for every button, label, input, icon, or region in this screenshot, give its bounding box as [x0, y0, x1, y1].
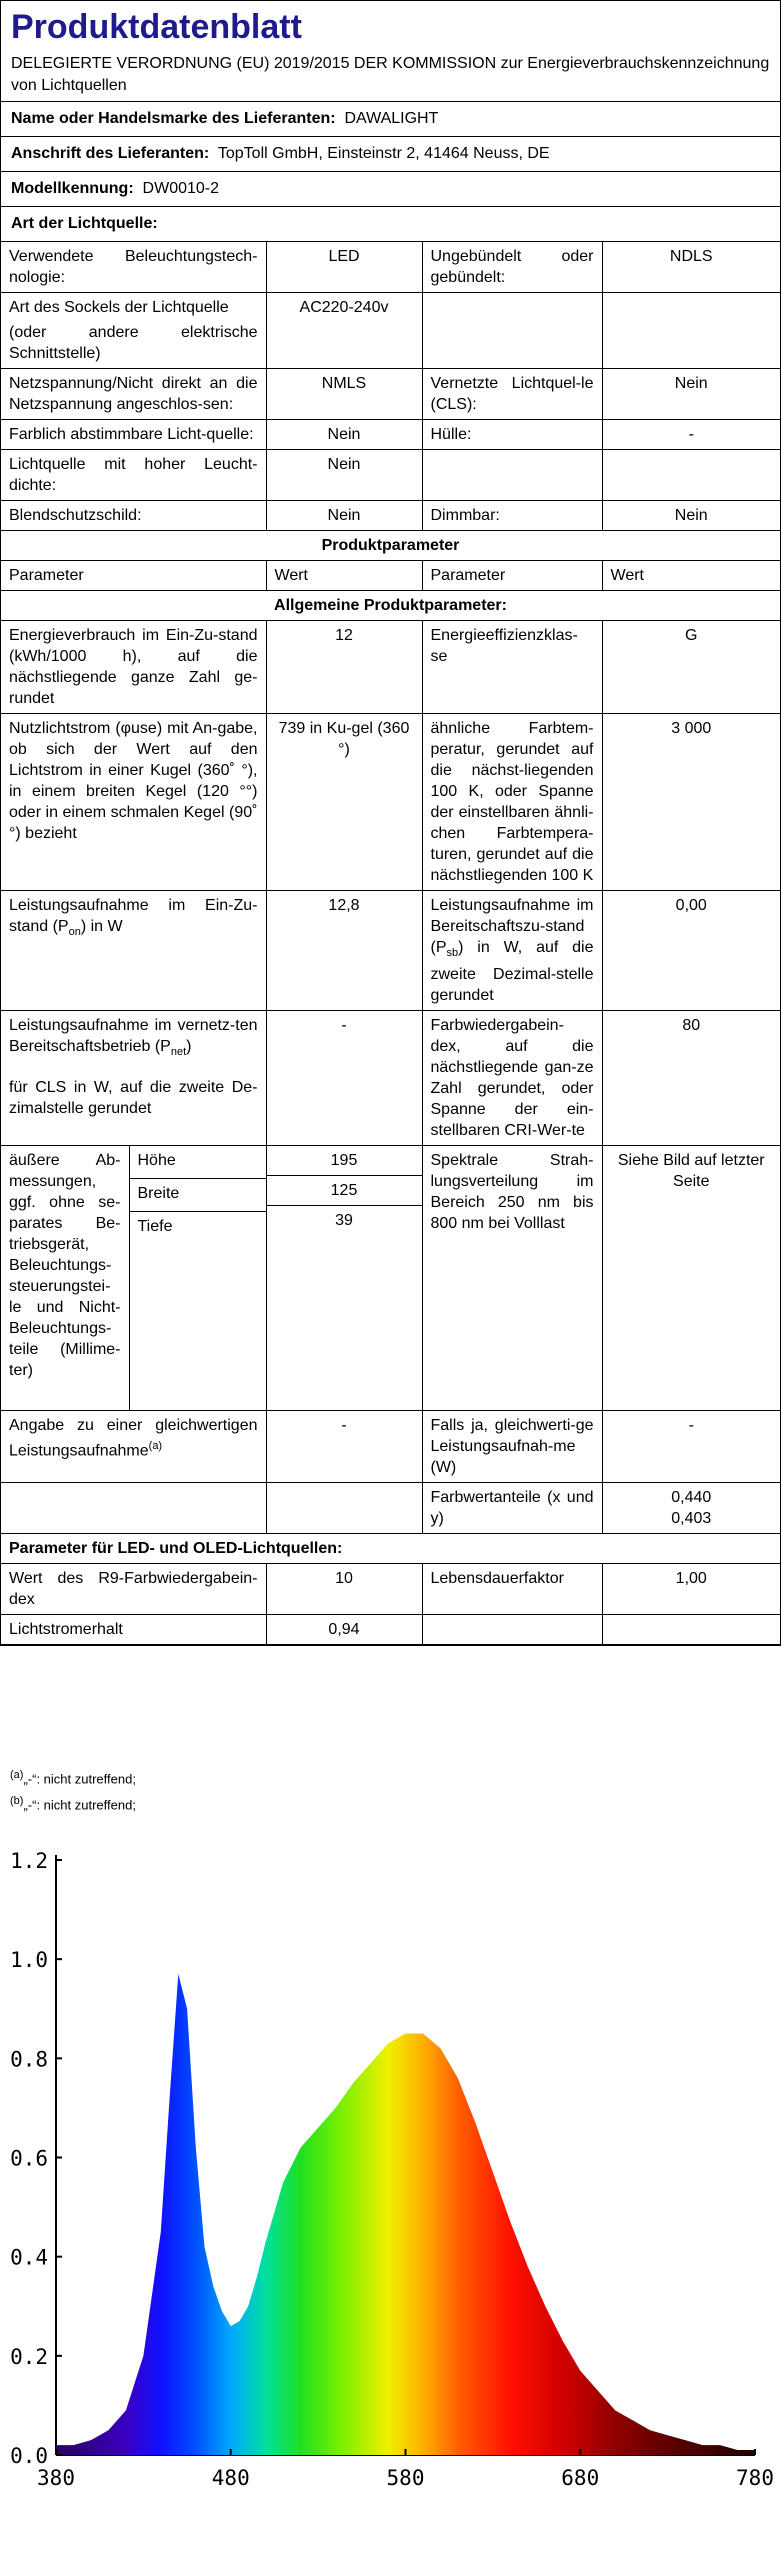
cell-label: Verwendete Beleuchtungstech-nologie: [1, 242, 266, 293]
page-title: Produktdatenblatt [11, 8, 302, 46]
footnote-mark: (b) [10, 1795, 24, 1808]
chromaticity-y: 0,403 [671, 1510, 712, 1528]
model-label: Modellkennung: [11, 180, 134, 197]
cell-empty [422, 1615, 602, 1645]
supplier-name-label: Name oder Handelsmarke des Lieferanten: [11, 110, 336, 127]
general-params-title: Allgemeine Produktparameter: [1, 591, 780, 621]
cell-value [602, 1483, 780, 1534]
col-param-header: Parameter [422, 561, 602, 591]
cell-value: Nein [602, 369, 780, 420]
cell-value: Nein [266, 420, 422, 450]
cell-value: AC220-240v [266, 293, 422, 369]
table-header-row [1, 561, 780, 591]
text-part: Leistungsaufnahme im vernetz-ten Bereitschaftsbetrieb (P [9, 1017, 258, 1056]
socket-label-note: (oder andere elektrische Schnittstelle) [9, 324, 258, 362]
subscript: on [68, 926, 81, 939]
width-value: 125 [267, 1176, 422, 1206]
cell-value: 12 [266, 621, 422, 714]
cell-value: 80 [602, 1011, 780, 1146]
table-row [1, 242, 780, 293]
cell-empty [1, 1483, 266, 1534]
cell-label [1, 1411, 266, 1483]
cell-label: Falls ja, gleichwerti-ge Leistungsaufnah-me (W) [422, 1411, 602, 1483]
cell-value: - [602, 420, 780, 450]
header [1, 1, 780, 102]
footnote-text: „-“: nicht zutreffend; [23, 1771, 136, 1787]
cell-label: Netzspannung/Nicht direkt an die Netzspannung angeschlos-sen: [1, 369, 266, 420]
x-tick-label: 380 [37, 2466, 75, 2490]
text-part: Leistungsaufnahme im Bereitschaftszu-stand (P [430, 897, 594, 956]
cell-value: Siehe Bild auf letzter Seite [602, 1146, 780, 1411]
width-label: Breite [129, 1179, 266, 1212]
cell-empty [602, 450, 780, 501]
supplier-address-row [1, 137, 780, 172]
cell-value: NMLS [266, 369, 422, 420]
y-tick-label: 1.0 [10, 1948, 48, 1973]
footnote-a [0, 1762, 783, 1792]
cell-label [1, 293, 266, 369]
cell-value: NDLS [602, 242, 780, 293]
x-tick-label: 580 [386, 2466, 425, 2490]
cell-label: Lichtstromerhalt [1, 1615, 266, 1645]
spectrum-area [56, 1974, 755, 2455]
y-tick-label: 0.8 [10, 2047, 48, 2072]
dimensions-values-cell [266, 1146, 422, 1411]
y-tick-label: 0.0 [10, 2444, 48, 2468]
cell-label: Vernetzte Lichtquel-le (CLS): [422, 369, 602, 420]
cell-value: 0,00 [602, 891, 780, 1011]
cell-label [1, 891, 266, 1011]
cell-label: Ungebündelt oder gebündelt: [422, 242, 602, 293]
cell-empty [422, 450, 602, 501]
cell-value: 1,00 [602, 1564, 780, 1615]
supplier-name-row [1, 102, 780, 137]
cell-value: G [602, 621, 780, 714]
y-tick-label: 1.2 [10, 1849, 48, 1873]
cell-label: Spektrale Strah-lungsverteilung im Bereich 250 nm bis 800 nm bei Volllast [422, 1146, 602, 1411]
model-value: DW0010-2 [142, 180, 220, 197]
chromaticity-x: 0,440 [671, 1489, 712, 1507]
subscript: sb [446, 947, 459, 960]
supplier-address-label: Anschrift des Lieferanten: [11, 145, 210, 162]
lightsource-type-label: Art der Lichtquelle: [11, 215, 158, 232]
text-part: ) in W [80, 918, 123, 935]
lightsource-table [1, 242, 780, 1645]
dimensions-cell [1, 1146, 266, 1411]
table-row [1, 1146, 780, 1411]
cell-value: - [266, 1411, 422, 1483]
text-part: Leistungsaufnahme im Ein-Zu-stand (P [9, 897, 258, 935]
cell-value: Nein [602, 501, 780, 531]
supplier-address-value: TopToll GmbH, Einsteinstr 2, 41464 Neuss, DE [217, 145, 550, 162]
height-label: Höhe [129, 1146, 266, 1178]
cell-label: Lebensdauerfaktor [422, 1564, 602, 1615]
section-row [1, 531, 780, 561]
cell-label: Wert des R9-Farbwiedergabein-dex [1, 1564, 266, 1615]
table-row [1, 621, 780, 714]
cell-label: Farbwertanteile (x und y) [422, 1483, 602, 1534]
text-part: ) in W, auf die zweite Dezimal-stelle gerundet [430, 939, 594, 1005]
col-param-header: Parameter [1, 561, 266, 591]
cell-empty [266, 1483, 422, 1534]
table-row [1, 714, 780, 891]
cell-value: Nein [266, 450, 422, 501]
cell-empty [602, 1615, 780, 1645]
x-tick-label: 680 [561, 2466, 600, 2490]
cell-label [422, 891, 602, 1011]
table-row [1, 1615, 780, 1645]
cell-value: 3 000 [602, 714, 780, 891]
lightsource-type-row [1, 207, 780, 242]
cell-label: Nutzlichtstrom (φuse) mit An-gabe, ob sich der Wert auf den Lichtstrom in einer Kugel (360˚ °), in einem breiten Kegel (120 °°) oder in einem schmalen Kegel (90˚ °) bezieht [1, 714, 266, 891]
supplier-name-value: DAWALIGHT [344, 110, 439, 127]
depth-label: Tiefe [137, 1218, 173, 1236]
cell-label: ähnliche Farbtem-peratur, gerundet auf die nächst-liegenden 100 K, oder Spanne der einstellbaren ähnli-chen Farbtempera-turen, gerundet auf die nächstliegenden 100 K [422, 714, 602, 891]
table-row [1, 450, 780, 501]
cell-label: Hülle: [422, 420, 602, 450]
cell-label: Farblich abstimmbare Licht-quelle: [1, 420, 266, 450]
cell-value: - [266, 1011, 422, 1146]
regulation-subtitle: DELEGIERTE VERORDNUNG (EU) 2019/2015 DER KOMMISSION zur Energieverbrauchskennzeichnung von Lichtquellen [11, 55, 770, 94]
table-row [1, 501, 780, 531]
cell-empty [422, 293, 602, 369]
section-row [1, 591, 780, 621]
table-row [1, 1411, 780, 1483]
text-part: Angabe zu einer gleichwertigen Leistungsaufnahme [9, 1417, 258, 1460]
y-tick-label: 0.2 [10, 2344, 48, 2369]
table-row [1, 293, 780, 369]
table-row [1, 1483, 780, 1534]
y-tick-label: 0.4 [10, 2245, 48, 2270]
col-value-header: Wert [602, 561, 780, 591]
table-row [1, 1564, 780, 1615]
x-tick-label: 480 [211, 2466, 250, 2490]
footnotes [0, 1762, 783, 1819]
height-value: 195 [267, 1146, 422, 1176]
cell-value: 0,94 [266, 1615, 422, 1645]
cell-value: 10 [266, 1564, 422, 1615]
text-part: ) [186, 1038, 192, 1056]
cell-label: Energieverbrauch im Ein-Zu-stand (kWh/1000 h), auf die nächstliegende ganze Zahl ge-rundet [1, 621, 266, 714]
footnote-text: „-“: nicht zutreffend; [23, 1797, 136, 1813]
cell-label: Farbwiedergabein-dex, auf die nächstliegende gan-ze Zahl gerundet, oder Spanne der ein-stellbaren CRI-Wer-te [422, 1011, 602, 1146]
footnote-mark: (a) [10, 1769, 24, 1781]
cell-label: Energieeffizienzklas-se [422, 621, 602, 714]
led-params-title: Parameter für LED- und OLED-Lichtquellen: [1, 1534, 780, 1564]
model-row [1, 172, 780, 207]
y-tick-label: 0.6 [10, 2146, 48, 2171]
text-part: für CLS in W, auf die zweite De-zimalstelle gerundet [9, 1079, 258, 1118]
table-row [1, 1011, 780, 1146]
cell-value: 739 in Ku-gel (360 °) [266, 714, 422, 891]
cell-value: - [602, 1411, 780, 1483]
superscript: (a) [148, 1440, 163, 1453]
cell-label: Lichtquelle mit hoher Leucht-dichte: [1, 450, 266, 501]
subscript: net [170, 1046, 187, 1059]
col-value-header: Wert [266, 561, 422, 591]
socket-label: Art des Sockels der Lichtquelle [9, 299, 229, 316]
spectral-distribution-chart [0, 1845, 783, 2560]
cell-empty [602, 293, 780, 369]
chart-marks [56, 1974, 755, 2455]
cell-value: 12,8 [266, 891, 422, 1011]
cell-value: Nein [266, 501, 422, 531]
product-params-title: Produktparameter [1, 531, 780, 561]
cell-label: Dimmbar: [422, 501, 602, 531]
cell-value: LED [266, 242, 422, 293]
section-row [1, 1534, 780, 1564]
footnote-b [0, 1792, 783, 1818]
table-row [1, 891, 780, 1011]
depth-value: 39 [335, 1212, 353, 1230]
table-row [1, 369, 780, 420]
x-tick-label: 780 [736, 2466, 774, 2490]
cell-label [1, 1011, 266, 1146]
dimensions-table [1, 1146, 266, 1410]
dimensions-label: äußere Ab-messungen, ggf. ohne se-parates Be-triebsgerät, Beleuchtungs-steuerungstei-le und Nicht-Beleuchtungs-teile (Millime-ter) [1, 1146, 129, 1410]
cell-label: Blendschutzschild: [1, 501, 266, 531]
table-row [1, 420, 780, 450]
